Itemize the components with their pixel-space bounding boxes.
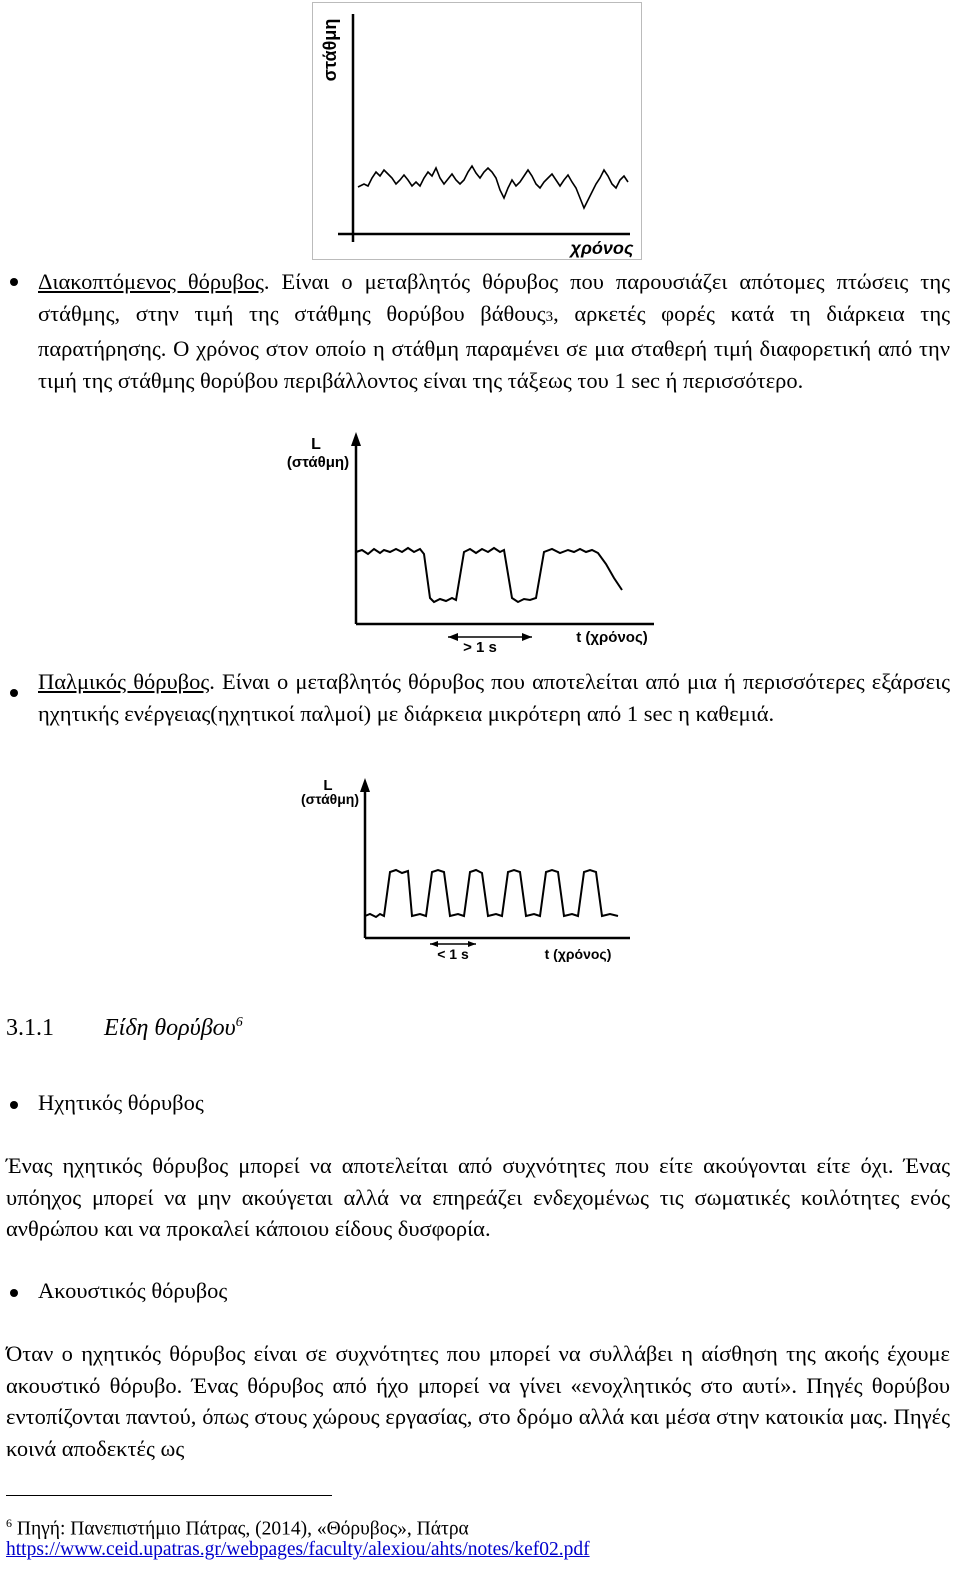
intermittent-noise-term: Διακοπτόμενος θόρυβος: [38, 269, 264, 294]
footnote-link-row: [6, 1537, 590, 1563]
footnote-separator: [6, 1495, 332, 1496]
impulsive-noise-graph: [280, 770, 660, 970]
section-title: Είδη θορύβου: [104, 1015, 236, 1041]
footnote-text: Πηγή: Πανεπιστήμιο Πάτρας, (2014), «Θόρυβος», Πάτρα: [16, 1518, 469, 1540]
fig3-interval-label: < 1 s: [437, 946, 469, 962]
bullet-marker: [10, 278, 18, 286]
fluctuating-noise-graph: [312, 2, 642, 260]
intermittent-noise-graph: [272, 428, 672, 656]
fig2-xlabel: t (χρόνος): [576, 629, 648, 646]
section-heading: [6, 1015, 243, 1042]
arrow-right-head: [522, 633, 532, 641]
impulsive-noise-term: Παλμικός θόρυβος: [38, 669, 210, 694]
bullet-marker: [10, 1101, 18, 1109]
section-number: 3.1.1: [6, 1015, 54, 1041]
footnote-number: 6: [6, 1516, 12, 1530]
impulsive-noise-figure: [280, 770, 660, 970]
acoustic-noise-bullet: Ακουστικός θόρυβος: [38, 1278, 228, 1303]
audible-noise-description: Ένας ηχητικός θόρυβος μπορεί να αποτελείται από συχνότητες που είτε ακούγονται είτε όχι. Ένας υπόηχος μπορεί να μην ακούγεται αλλά να επηρεάζει ενδεχομένως τις σωματικές κοιλότητες ενός ανθρώπου και να προκαλεί κάποιου είδους δυσφορία.: [6, 1153, 950, 1241]
intermittent-noise-text-cont: , αρκετές φορές κατά τη διάρκεια της παρατήρησης. Ο χρόνος στον οποίο η στάθμη παραμένει σε μια σταθερή τιμή διαφορετική από την τιμή της στάθμης θορύβου περιβάλλοντος είναι της τάξεως του 1 sec ή περισσότερο.: [38, 300, 950, 393]
pulse-trace: [365, 870, 618, 917]
fig2-ylabel-l: L: [311, 436, 321, 453]
bullet-marker: [10, 689, 18, 697]
fig1-ylabel: στάθμη: [320, 18, 340, 82]
fig2-ylabel: (στάθμη): [286, 454, 350, 471]
fig1-xlabel: χρόνος: [570, 238, 634, 258]
intermittent-noise-paragraph: [38, 266, 950, 396]
fluctuating-noise-figure: [312, 2, 642, 260]
footnote-ref-3: 3: [545, 308, 554, 325]
bullet-marker: [10, 1289, 18, 1297]
fig2-interval-label: > 1 s: [463, 639, 497, 656]
footnote-ref-6: 6: [235, 1015, 243, 1030]
impulsive-noise-text: . Είναι ο μεταβλητός θόρυβος που αποτελείται από μια ή περισσότερες εξάρσεις ηχητικής ενέργειας(ηχητικοί παλμοί) με διάρκεια μικρότερη από 1 sec η καθεμιά.: [38, 669, 950, 726]
impulsive-noise-paragraph: [38, 666, 950, 729]
acoustic-noise-description: Όταν ο ηχητικός θόρυβος είναι σε συχνότητες που μπορεί να συλλάβει η αίσθηση της ακοής έχουμε ακουστικό θόρυβο. Ένας θόρυβος από ήχο μπορεί να γίνει «ενοχλητικός στο αυτί». Πηγές θορύβου εντοπίζονται παντού, όπως στους χώρους εργασίας, στο δρόμο αλλά και μέσα στην κατοικία μας. Πηγές κοινά αποδεκτές ως: [6, 1341, 950, 1461]
intermittent-noise-text: . Είναι ο μεταβλητός θόρυβος που παρουσιάζει απότομες πτώσεις της στάθμης, στην τιμή της στάθμης θορύβου βάθους: [38, 269, 951, 326]
audible-noise-bullet: Ηχητικός θόρυβος: [38, 1090, 204, 1115]
fig3-xlabel: t (χρόνος): [544, 946, 612, 962]
footnote-link[interactable]: https://www.ceid.upatras.gr/webpages/faculty/alexiou/ahts/notes/kef02.pdf: [6, 1539, 590, 1560]
arrow-left-head: [448, 633, 458, 641]
intermittent-noise-figure: [272, 428, 672, 656]
fig3-ylabel: (στάθμη): [300, 791, 360, 807]
level-trace: [356, 548, 622, 602]
fig3-ylabel-l: L: [323, 777, 333, 794]
arrow-right-head: [468, 941, 476, 947]
